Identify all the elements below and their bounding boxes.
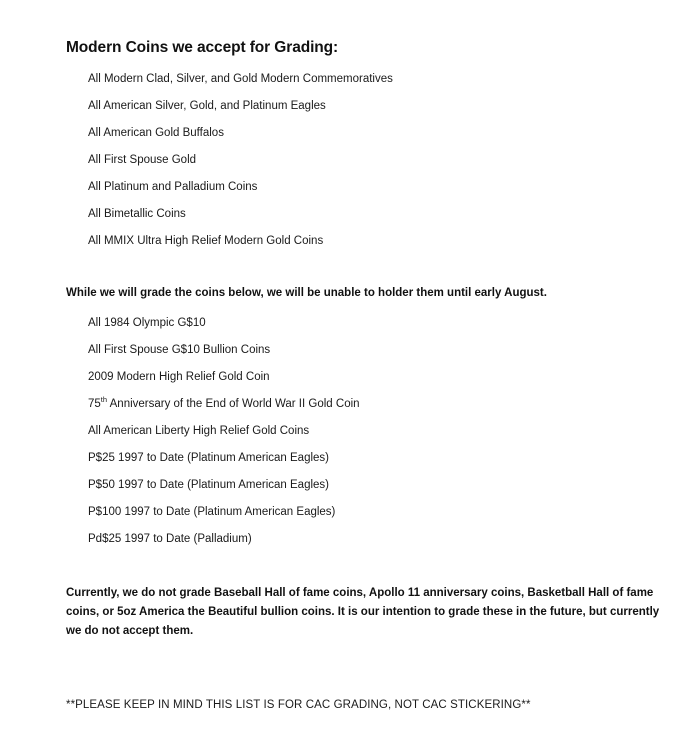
delayed-holder-heading: While we will grade the coins below, we will be unable to holder them until early August.: [66, 287, 547, 299]
list-item: All Bimetallic Coins: [88, 208, 186, 220]
list-item: P$50 1997 to Date (Platinum American Eagles): [88, 479, 329, 491]
list-item: P$100 1997 to Date (Platinum American Eagles): [88, 506, 336, 518]
list-item: All American Silver, Gold, and Platinum Eagles: [88, 100, 326, 112]
list-item: Pd$25 1997 to Date (Palladium): [88, 533, 252, 545]
anniversary-text: Anniversary of the End of World War II Gold Coin: [107, 398, 360, 410]
accepted-coins-list: [88, 69, 393, 258]
list-item: All American Liberty High Relief Gold Coins: [88, 425, 310, 437]
footer-disclaimer: **PLEASE KEEP IN MIND THIS LIST IS FOR CAC GRADING, NOT CAC STICKERING**: [66, 699, 531, 711]
list-item: All Modern Clad, Silver, and Gold Modern Commemoratives: [88, 73, 393, 85]
list-item: All 1984 Olympic G$10: [88, 317, 206, 329]
list-item: All First Spouse Gold: [88, 154, 197, 166]
list-item: P$25 1997 to Date (Platinum American Eagles): [88, 452, 329, 464]
list-item: 2009 Modern High Relief Gold Coin: [88, 371, 270, 383]
list-item: All First Spouse G$10 Bullion Coins: [88, 344, 271, 356]
list-item: All American Gold Buffalos: [88, 127, 224, 139]
not-graded-notice: Currently, we do not grade Baseball Hall of fame coins, Apollo 11 anniversary coins, Basketball Hall of fame coins, or 5oz America the Beautiful bullion coins. It is our intention to grade these in the future, but currently we do not accept them.: [66, 587, 660, 637]
list-item: All Platinum and Palladium Coins: [88, 181, 258, 193]
list-item: All MMIX Ultra High Relief Modern Gold Coins: [88, 235, 324, 247]
delayed-holder-list: [88, 313, 360, 556]
ordinal-suffix: th: [100, 395, 108, 405]
accepted-coins-heading: Modern Coins we accept for Grading:: [66, 39, 339, 56]
list-item-anniversary: [88, 394, 360, 421]
anniversary-number: 75: [88, 398, 101, 410]
